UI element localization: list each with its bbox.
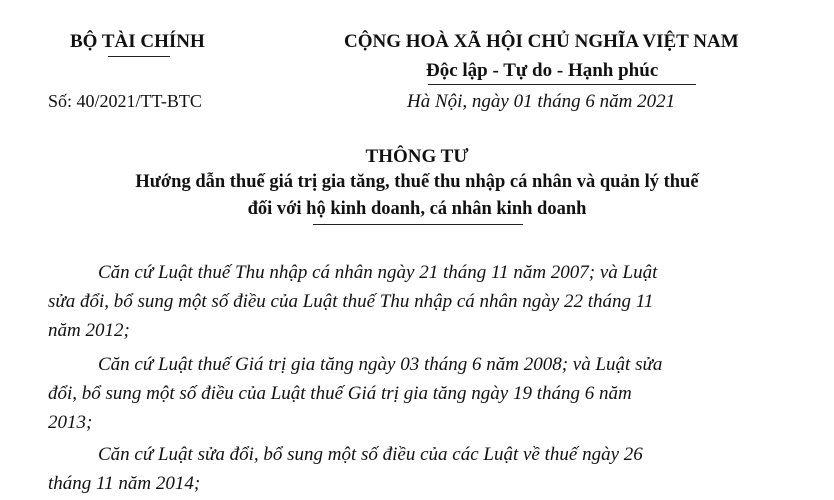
paragraph-line: Căn cứ Luật thuế Giá trị gia tăng ngày 03 tháng 6 năm 2008; và Luật sửa: [98, 354, 663, 375]
ministry-underline: [108, 56, 170, 57]
national-motto: Độc lập - Tự do - Hạnh phúc: [426, 60, 659, 81]
motto-underline: [428, 84, 696, 85]
ministry-name: BỘ TÀI CHÍNH: [70, 31, 205, 52]
subject-underline: [313, 224, 523, 225]
paragraph-line: tháng 11 năm 2014;: [48, 473, 201, 494]
subject-line-1: Hướng dẫn thuế giá trị gia tăng, thuế thu nhập cá nhân và quản lý thuế: [135, 172, 699, 192]
preamble-paragraph-3: [48, 444, 790, 500]
paragraph-line: Căn cứ Luật sửa đổi, bổ sung một số điều của các Luật về thuế ngày 26: [98, 444, 643, 465]
paragraph-line: Căn cứ Luật thuế Thu nhập cá nhân ngày 21 tháng 11 năm 2007; và Luật: [98, 262, 658, 283]
paragraph-line: sửa đổi, bổ sung một số điều của Luật thuế Thu nhập cá nhân ngày 22 tháng 11: [48, 291, 654, 312]
paragraph-line: năm 2012;: [48, 320, 130, 341]
subject-line-2: đối với hộ kinh doanh, cá nhân kinh doanh: [247, 199, 587, 219]
preamble-paragraph-2: [48, 354, 790, 438]
document-type: THÔNG TƯ: [365, 146, 469, 167]
preamble-paragraph-1: [48, 262, 790, 346]
paragraph-line: đổi, bổ sung một số điều của Luật thuế Giá trị gia tăng ngày 19 tháng 6 năm: [48, 383, 632, 404]
date-line: Hà Nội, ngày 01 tháng 6 năm 2021: [407, 91, 676, 112]
republic-name: CỘNG HOÀ XÃ HỘI CHỦ NGHĨA VIỆT NAM: [344, 31, 739, 52]
paragraph-line: 2013;: [48, 412, 93, 433]
document-number: Số: 40/2021/TT-BTC: [48, 91, 202, 111]
